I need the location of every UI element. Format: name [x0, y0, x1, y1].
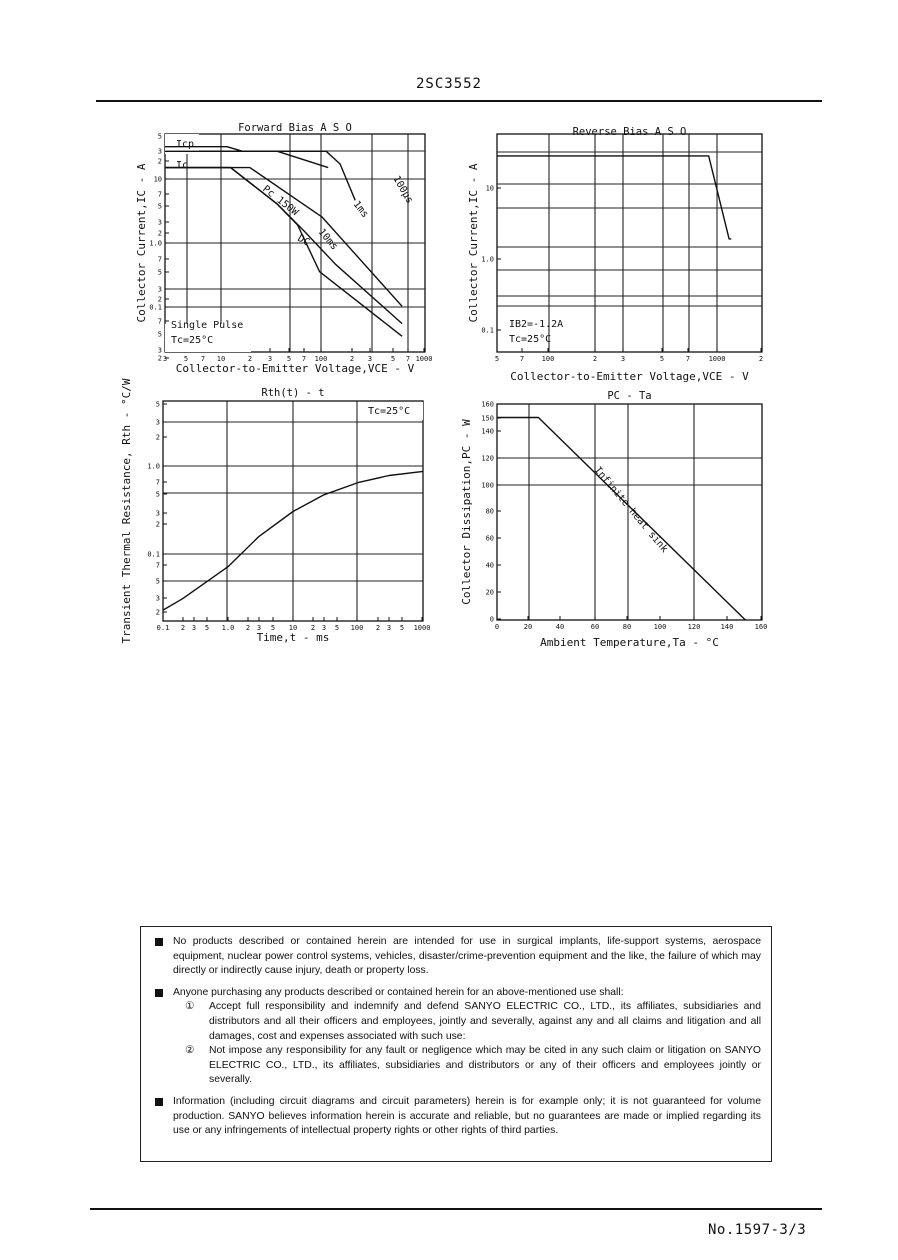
y-tick-label: 7: [157, 255, 162, 264]
chart-annotation: DC: [295, 233, 312, 249]
y-tick-label: 7: [157, 190, 162, 199]
chart-annotation: 100μs: [390, 174, 415, 206]
x-axis-label: Collector-to-Emitter Voltage,VCE - V: [510, 370, 749, 383]
x-tick-label: 3: [321, 624, 327, 632]
x-axis-label: Time,t - ms: [256, 631, 330, 644]
y-tick-label: 120: [481, 454, 494, 463]
y-tick-label: 0.1: [147, 550, 160, 559]
series-line-2: [165, 151, 355, 200]
x-tick-label: 2: [758, 355, 764, 363]
y-tick-label: 40: [485, 561, 494, 570]
y-tick-label: 60: [485, 534, 494, 543]
x-tick-label: 40: [555, 623, 565, 631]
y-tick-label: 2: [157, 229, 162, 238]
y-tick-label: 3: [155, 594, 160, 603]
notice-paragraph-1: [155, 935, 761, 979]
y-tick-label: 1.0: [481, 255, 494, 264]
x-tick-label: 7: [685, 355, 691, 363]
x-tick-label: 5: [286, 355, 292, 363]
x-tick-label: 60: [590, 623, 600, 631]
x-tick-label: 80: [622, 623, 632, 631]
y-tick-label: 3: [157, 285, 162, 294]
notice-item-1-text: Accept full responsibility and indemnify and defend SANYO ELECTRIC CO., LTD., its affiliates, subsidiaries and distributors and all their officers and employees, jointly and severally, against any and all claims and litigation and all damages, cost and expenses associated with such use:: [209, 1001, 761, 1042]
y-tick-label: 3: [155, 418, 160, 427]
chart-annotation: 10ms: [315, 226, 340, 253]
notice-text-2: Anyone purchasing any products described or contained herein for an above-mentioned use shall:: [173, 986, 624, 998]
x-tick-label: 2: [310, 624, 316, 632]
y-tick-label: 1.0: [147, 462, 160, 471]
x-tick-label: 5: [204, 624, 210, 632]
y-tick-label: 2: [155, 608, 160, 617]
y-tick-label: 7: [157, 317, 162, 326]
chart-annotation: Ic: [176, 160, 189, 171]
x-tick-label: 2: [245, 624, 251, 632]
y-tick-label: 10: [485, 184, 494, 193]
notice-box: [140, 926, 772, 1162]
y-tick-label: 100: [481, 481, 494, 490]
x-tick-label: 0.1: [156, 624, 170, 632]
x-tick-label: 5: [183, 355, 189, 363]
x-tick-label: 1000: [415, 355, 433, 363]
x-tick-label: 120: [687, 623, 701, 631]
x-tick-label: 160: [754, 623, 768, 631]
y-tick-label: 2: [155, 433, 160, 442]
bullet-square-icon: [155, 1098, 163, 1106]
part-number: 2SC3552: [415, 76, 482, 92]
notice-item-1: [155, 1000, 761, 1044]
chart-annotation: 1ms: [350, 199, 371, 221]
y-tick-label: 7: [155, 478, 160, 487]
chart-title: Forward Bias A S O: [238, 122, 352, 134]
y-tick-label: 5: [157, 330, 162, 339]
x-axis-label: Ambient Temperature,Ta - °C: [540, 636, 719, 649]
x-axis-label: Collector-to-Emitter Voltage,VCE - V: [175, 362, 415, 375]
y-tick-label: 2: [155, 520, 160, 529]
chart-title: Rth(t) - t: [261, 387, 325, 399]
y-axis-label: Transient Thermal Resistance, Rth - °C/W: [120, 378, 133, 644]
item-marker-2: ②: [185, 1045, 195, 1057]
y-tick-label: 160: [481, 400, 494, 409]
y-tick-label: 3: [157, 346, 162, 355]
chart-annotation: Tc=25°C: [509, 334, 552, 345]
y-axis-label: Collector Dissipation,PC - W: [460, 419, 473, 605]
x-tick-label: 7: [405, 355, 411, 363]
x-tick-label: 1000: [413, 624, 431, 632]
notice-text-1: No products described or contained herein are intended for use in surgical implants, life-support systems, aerospace equipment, nuclear power control systems, vehicles, disaster/crime-prevention equipment and the like, the failure of which may directly or indirectly cause injury, death or property loss.: [173, 936, 761, 977]
chart-title: Reverse Bias A S O: [572, 126, 687, 138]
series-line-3: [165, 168, 402, 307]
chart-annotation: Infinite heat sink: [591, 464, 670, 555]
bullet-square-icon: [155, 989, 163, 997]
x-tick-label: 100: [314, 355, 328, 363]
x-tick-label: 5: [390, 355, 396, 363]
y-tick-label: 7: [155, 561, 160, 570]
x-tick-label: 3: [191, 624, 197, 632]
x-tick-label: 140: [720, 623, 734, 631]
y-tick-label: 5: [155, 400, 160, 409]
x-tick-label: 5: [270, 624, 276, 632]
x-tick-label: 5: [399, 624, 405, 632]
y-tick-label: 140: [481, 427, 494, 436]
x-tick-label: 2: [592, 355, 598, 363]
y-tick-label: 5: [155, 490, 160, 499]
y-tick-label: 150: [481, 414, 494, 423]
bottom-rule: [90, 1208, 822, 1210]
x-tick-label: 2: [180, 624, 186, 632]
x-tick-label: 3: [267, 355, 273, 363]
y-axis-label: Collector Current,IC - A: [467, 163, 480, 323]
y-tick-label: 2: [157, 295, 162, 304]
x-tick-label: 100: [653, 623, 667, 631]
x-tick-label: 5: [494, 355, 500, 363]
item-marker-1: ①: [185, 1001, 195, 1013]
x-tick-label: 2: [375, 624, 381, 632]
y-tick-label: 3: [157, 147, 162, 156]
chart-4: [460, 390, 767, 649]
y-tick-label: 20: [485, 588, 494, 597]
chart-1: [135, 122, 432, 375]
x-tick-label: 20: [523, 623, 533, 631]
y-tick-label: 2: [157, 157, 162, 166]
x-tick-label: 7: [200, 355, 206, 363]
x-tick-label: 100: [541, 355, 555, 363]
y-tick-label: 10: [153, 175, 162, 184]
chart-annotation: IB2=-1.2A: [509, 319, 564, 330]
series-line-1: [497, 156, 731, 239]
y-tick-label: 5: [155, 577, 160, 586]
page-code: No.1597-3/3: [708, 1222, 807, 1238]
y-tick-label: 0: [489, 615, 494, 624]
y-axis-label: Collector Current,IC - A: [135, 163, 148, 323]
y-tick-label: 5: [157, 132, 162, 141]
bullet-square-icon: [155, 938, 163, 946]
x-tick-label: 10: [216, 355, 226, 363]
y-tick-label: 5: [157, 268, 162, 277]
x-tick-label: 10: [288, 624, 298, 632]
x-tick-label: 1000: [708, 355, 726, 363]
series-line-1: [497, 418, 745, 621]
x-tick-label: 7: [519, 355, 525, 363]
x-tick-label: 2: [349, 355, 355, 363]
y-tick-label: 3: [157, 218, 162, 227]
chart-title: PC - Ta: [607, 390, 652, 402]
series-line-5: [165, 168, 402, 337]
x-tick-label: 2: [247, 355, 253, 363]
notice-item-2: [155, 1044, 761, 1088]
x-tick-label: 3: [256, 624, 262, 632]
x-tick-label: 3: [620, 355, 626, 363]
y-tick-label: 3: [155, 509, 160, 518]
notice-paragraph-3: [155, 1095, 761, 1139]
chart-annotation: Pc 150W: [260, 183, 301, 219]
x-tick-label: 1.0: [221, 624, 235, 632]
chart-annotation: Single Pulse: [171, 320, 244, 331]
x-tick-label: 100: [350, 624, 364, 632]
chart-annotation: Tc=25°C: [171, 335, 214, 346]
x-tick-label: 3: [386, 624, 392, 632]
y-tick-label: 0.1: [481, 326, 494, 335]
notice-paragraph-2: [155, 986, 761, 1001]
y-tick-label: 1.0: [149, 239, 162, 248]
notice-text-3: Information (including circuit diagrams and circuit parameters) herein is for example only; it is not guaranteed for volume production. SANYO believes information herein is accurate and reliable, but no guarantees are made or implied regarding its use or any infringements of intellectual property rights or other rights of third parties.: [173, 1095, 761, 1137]
x-tick-label: 5: [659, 355, 665, 363]
y-tick-label: 80: [485, 507, 494, 516]
y-tick-label: 0.1: [149, 303, 162, 312]
x-tick-label: 3: [367, 355, 373, 363]
y-tick-label: 2: [157, 354, 162, 363]
x-tick-label: 3: [162, 355, 168, 363]
chart-2: [467, 126, 763, 383]
x-tick-label: 7: [301, 355, 307, 363]
chart-annotation: Icp: [176, 139, 195, 150]
notice-item-2-text: Not impose any responsibility for any fault or negligence which may be cited in any such claim or litigation on SANYO ELECTRIC CO., LTD., its affiliates, subsidiaries and distributors or any of their officers and employees jointly or severally.: [209, 1045, 761, 1086]
chart-3: [120, 378, 430, 644]
y-tick-label: 5: [157, 202, 162, 211]
x-tick-label: 5: [334, 624, 340, 632]
chart-annotation: Tc=25°C: [368, 406, 411, 417]
x-tick-label: 0: [494, 623, 500, 631]
